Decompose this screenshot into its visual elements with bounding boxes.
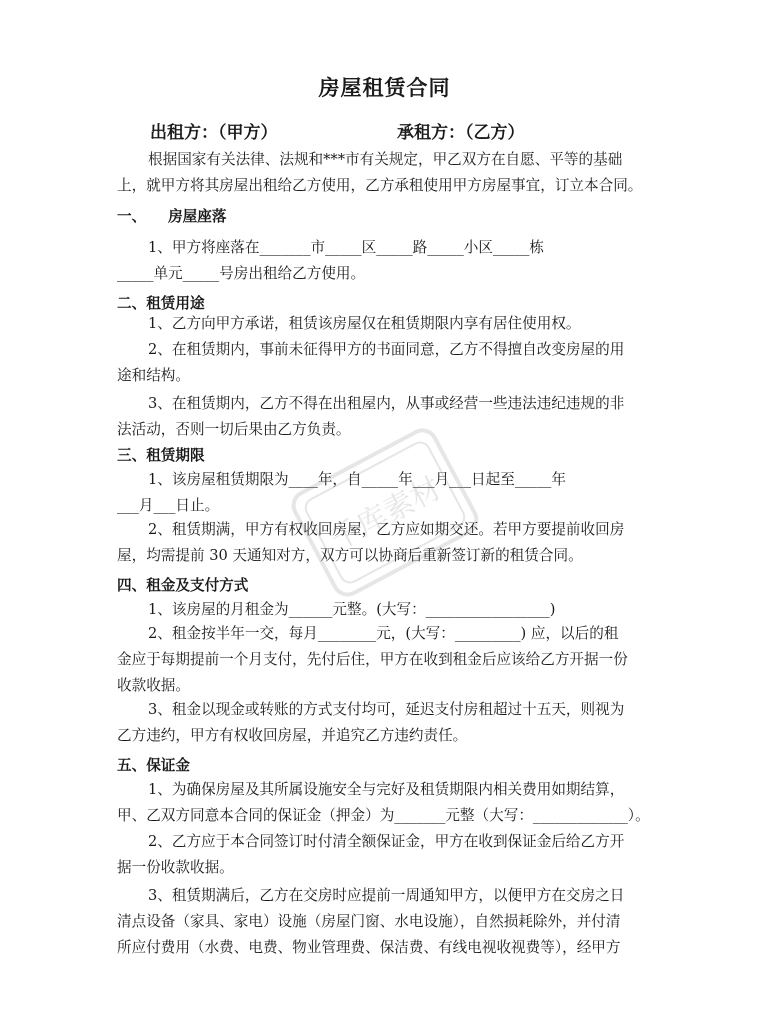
document-title: 房屋租赁合同 [318, 76, 451, 100]
section-heading: 四、租金及支付方式 [117, 577, 249, 594]
contract-line: 1、该房屋租赁期限为____年，自_____年___月___日起至_____年 [148, 471, 566, 488]
watermark-stamp [281, 417, 490, 607]
contract-line: 3、租金以现金或转账的方式支付均可，延迟支付房租超过十五天，则视为 [148, 701, 625, 718]
section-heading: 一、 房屋座落 [117, 208, 227, 225]
watermark-text: 千库素材 [324, 470, 448, 558]
contract-line: 上，就甲方将其房屋出租给乙方使用，乙方承租使用甲方房屋事宜，订立本合同。 [117, 177, 643, 194]
contract-line: 3、在租赁期内，乙方不得在出租屋内，从事或经营一些违法违纪违规的非 [148, 395, 625, 412]
contract-line: 1、乙方向甲方承诺，租赁该房屋仅在租赁期限内享有居住使用权。 [148, 315, 581, 332]
contract-line: 清点设备（家具、家电）设施（房屋门窗、水电设施），自然损耗除外，并付清 [117, 913, 621, 930]
contract-line: 1、该房屋的月租金为______元整。(大写：_________________) [148, 601, 556, 618]
contract-line: 1、甲方将座落在_______市_____区_____路_____小区_____栋 [148, 239, 545, 256]
contract-line: 金应于每期提前一个月支付，先付后住，甲方在收到租金后应该给乙方开据一份 [117, 651, 628, 668]
contract-line: 途和结构。 [117, 367, 190, 384]
contract-line: 据一份收款收据。 [117, 859, 234, 876]
section-heading: 三、租赁期限 [117, 447, 205, 464]
contract-line: ___月___日止。 [117, 497, 220, 514]
section-heading: 二、租赁用途 [117, 295, 205, 312]
section-heading: 五、保证金 [117, 757, 190, 774]
contract-line: 2、租赁期满，甲方有权收回房屋，乙方应如期交还。若甲方要提前收回房 [148, 521, 625, 538]
contract-line: 所应付费用（水费、电费、物业管理费、保洁费、有线电视收视费等），经甲方 [117, 939, 621, 956]
contract-line: 2、租金按半年一交，每月________元，(大写：_________) 应，以后的租 [148, 625, 619, 642]
contract-line: 2、乙方应于本合同签订时付清全额保证金，甲方在收到保证金后给乙方开 [148, 833, 625, 850]
contract-line: 乙方违约，甲方有权收回房屋，并追究乙方违约责任。 [117, 727, 468, 744]
contract-line: 收款收据。 [117, 677, 190, 694]
contract-line: _____单元_____号房出租给乙方使用。 [117, 265, 366, 282]
contract-line: 1、为确保房屋及其所属设施安全与完好及租赁期限内相关费用如期结算， [148, 781, 625, 798]
lessee-label: 承租方：（乙方） [397, 123, 525, 143]
contract-line: 屋，均需提前 30 天通知对方，双方可以协商后重新签订新的租赁合同。 [117, 547, 583, 564]
contract-line: 根据国家有关法律、法规和***市有关规定，甲乙双方在自愿、平等的基础 [148, 151, 623, 168]
contract-line: 2、在租赁期内，事前未征得甲方的书面同意，乙方不得擅自改变房屋的用 [148, 341, 625, 358]
lessor-label: 出租方：（甲方） [150, 123, 278, 143]
contract-line: 甲、乙双方同意本合同的保证金（押金）为_______元整（大写：_____________）。 [117, 807, 650, 824]
contract-line: 3、租赁期满后，乙方在交房时应提前一周通知甲方，以便甲方在交房之日 [148, 887, 625, 904]
contract-line: 法活动，否则一切后果由乙方负责。 [117, 421, 351, 438]
